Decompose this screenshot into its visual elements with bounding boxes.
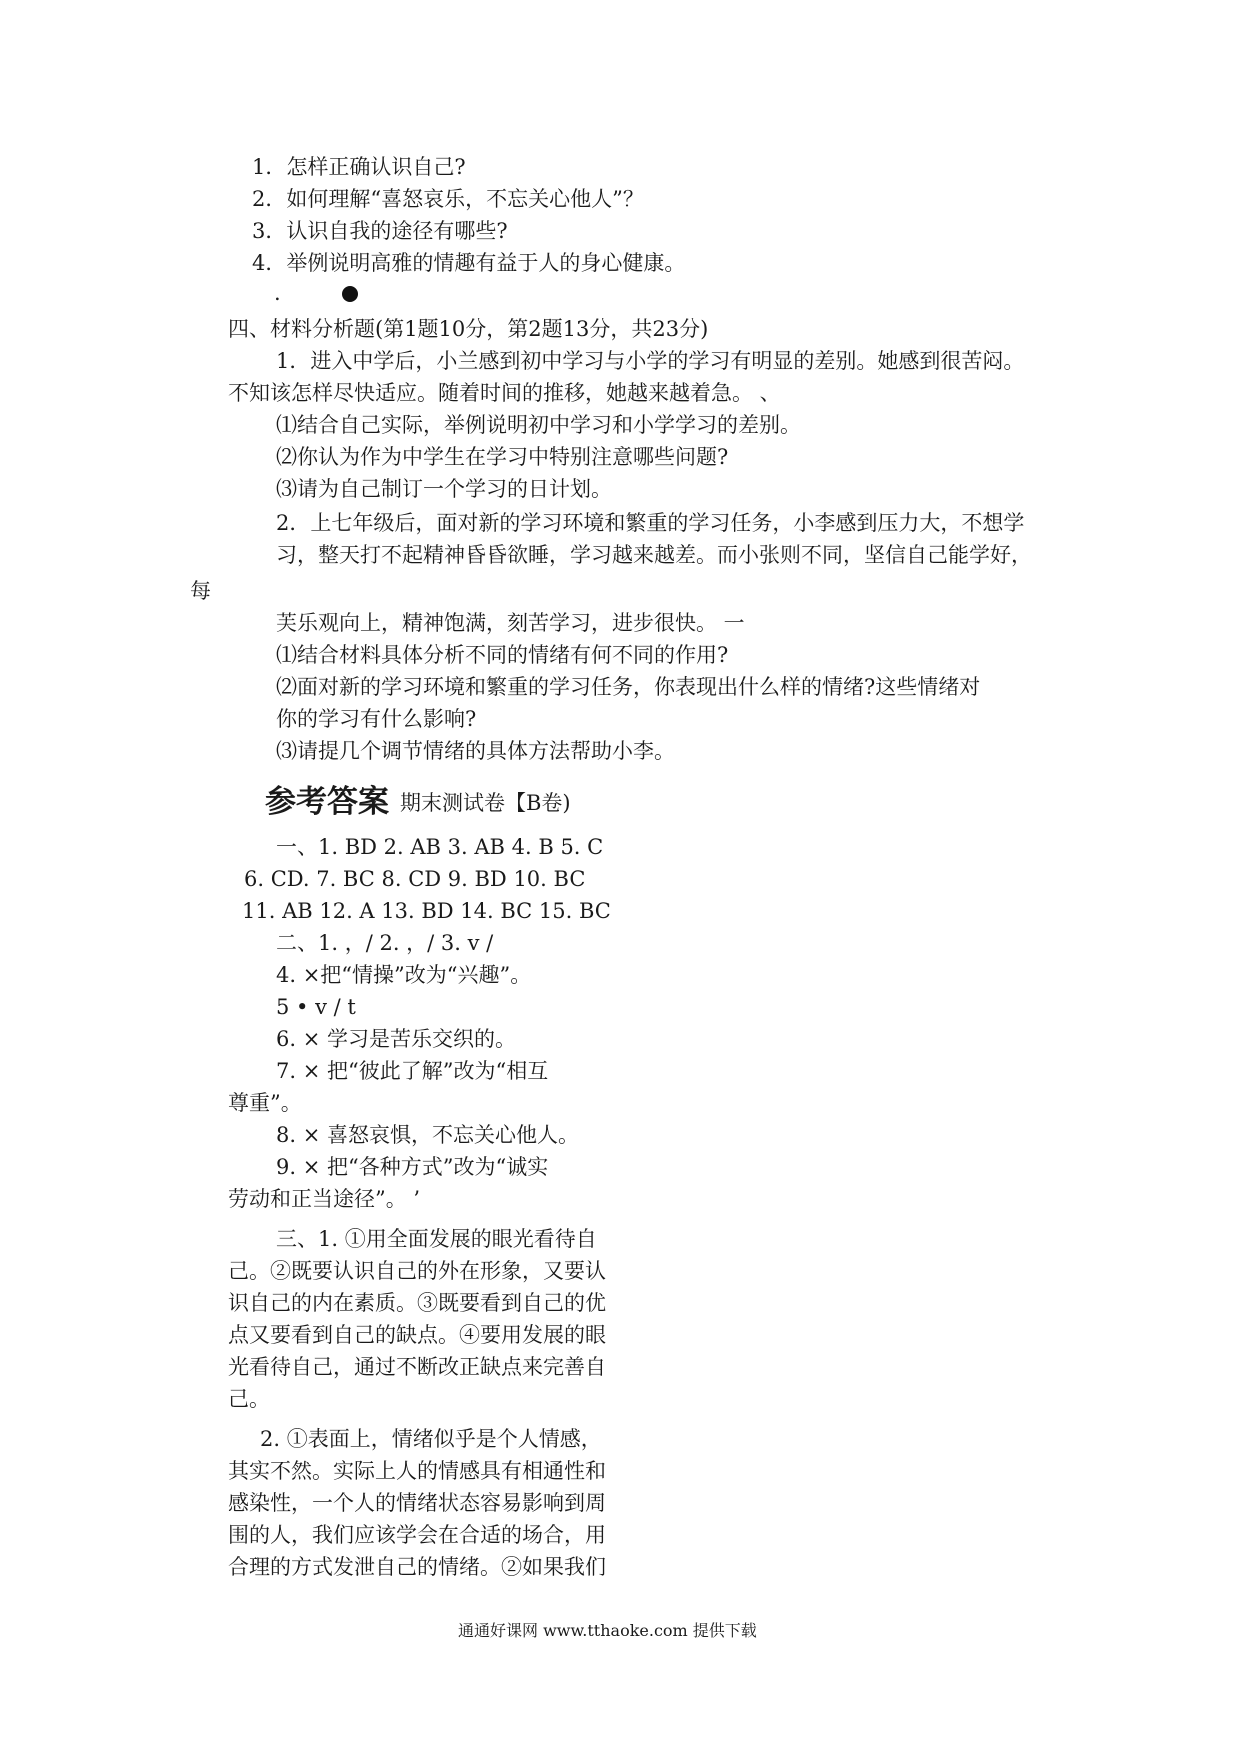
answer-line: 感染性，一个人的情绪状态容易影响到周 (228, 1491, 606, 1515)
paragraph-line: 不知该怎样尽快适应。随着时间的推移，她越来越着急。 、 (228, 381, 781, 405)
answer-line: 三、1. ①用全面发展的眼光看待自 (276, 1227, 597, 1251)
page-footer: 通通好课网 www.tthaoke.com 提供下载 (458, 1621, 757, 1640)
answer-line: 点又要看到自己的缺点。④要用发展的眼 (228, 1323, 606, 1347)
question-line: 4．举例说明高雅的情趣有益于人的身心健康。 (252, 251, 686, 275)
answer-line: 一、1. BD 2. AB 3. AB 4. B 5. C (276, 835, 604, 859)
answer-line: 己。②既要认识自己的外在形象，又要认 (228, 1259, 606, 1283)
answers-subtitle: 期末测试卷【B卷) (400, 791, 571, 815)
question-line: 1．怎样正确认识自己? (252, 155, 466, 179)
answer-line: 7. × 把“彼此了解”改为“相互 (276, 1059, 549, 1083)
sub-question: ⑵你认为作为中学生在学习中特别注意哪些问题? (276, 445, 729, 469)
answer-line: 劳动和正当途径”。 ’ (228, 1187, 421, 1211)
answer-line: 5 • v / t (276, 995, 356, 1019)
answer-line: 6. CD. 7. BC 8. CD 9. BD 10. BC (244, 867, 586, 891)
answer-line: 9. × 把“各种方式”改为“诚实 (276, 1155, 549, 1179)
sub-question: ⑵面对新的学习环境和繁重的学习任务，你表现出什么样的情绪?这些情绪对 (276, 675, 981, 699)
answer-line: 光看待自己，通过不断改正缺点来完善自 (228, 1355, 606, 1379)
answer-line: 己。 (228, 1387, 270, 1411)
question-line: 2．如何理解“喜怒哀乐，不忘关心他人”？ (252, 187, 644, 211)
sub-question: ⑶请为自己制订一个学习的日计划。 (276, 477, 612, 501)
answer-line: 2. ①表面上，情绪似乎是个人情感， (260, 1427, 602, 1451)
answer-line: 其实不然。实际上人的情感具有相通性和 (228, 1459, 606, 1483)
answer-line: 尊重”。 (228, 1091, 302, 1115)
answer-line: 8. × 喜怒哀惧，不忘关心他人。 (276, 1123, 579, 1147)
sub-question: 你的学习有什么影响? (276, 707, 477, 731)
answer-line: 围的人，我们应该学会在合适的场合，用 (228, 1523, 606, 1547)
answer-line: 4. ×把“情操”改为“兴趣”。 (276, 963, 532, 987)
section-heading: 四、材料分析题(第1题10分，第2题13分，共23分) (228, 317, 709, 341)
sub-question: ⑴结合材料具体分析不同的情绪有何不同的作用? (276, 643, 729, 667)
paragraph-line: 1．进入中学后，小兰感到初中学习与小学的学习有明显的差别。她感到很苦闷。 (276, 349, 1025, 373)
answers-title: 参考答案 (265, 784, 389, 820)
answer-line: 二、1. ，/ 2. ，/ 3. v / (276, 931, 494, 955)
bullet-dot-icon (342, 286, 358, 302)
sub-question: ⑶请提几个调节情绪的具体方法帮助小李。 (276, 739, 675, 763)
answer-line: 11. AB 12. A 13. BD 14. BC 15. BC (242, 899, 611, 923)
paragraph-line: 2．上七年级后，面对新的学习环境和繁重的学习任务，小李感到压力大，不想学 (276, 511, 1025, 535)
paragraph-line: 习，整天打不起精神昏昏欲睡，学习越来越差。而小张则不同，坚信自己能学好， (276, 543, 1032, 567)
sub-question: ⑴结合自己实际，举例说明初中学习和小学学习的差别。 (276, 413, 801, 437)
answer-line: 识自己的内在素质。③既要看到自己的优 (228, 1291, 606, 1315)
question-line: 3．认识自我的途径有哪些? (252, 219, 508, 243)
paragraph-line: 芙乐观向上，精神饱满，刻苦学习，进步很快。 一 (276, 611, 745, 635)
stray-mark: . (274, 281, 281, 305)
answer-line: 合理的方式发泄自己的情绪。②如果我们 (228, 1555, 606, 1579)
answer-line: 6. × 学习是苦乐交织的。 (276, 1027, 516, 1051)
margin-char: 每 (190, 579, 211, 603)
